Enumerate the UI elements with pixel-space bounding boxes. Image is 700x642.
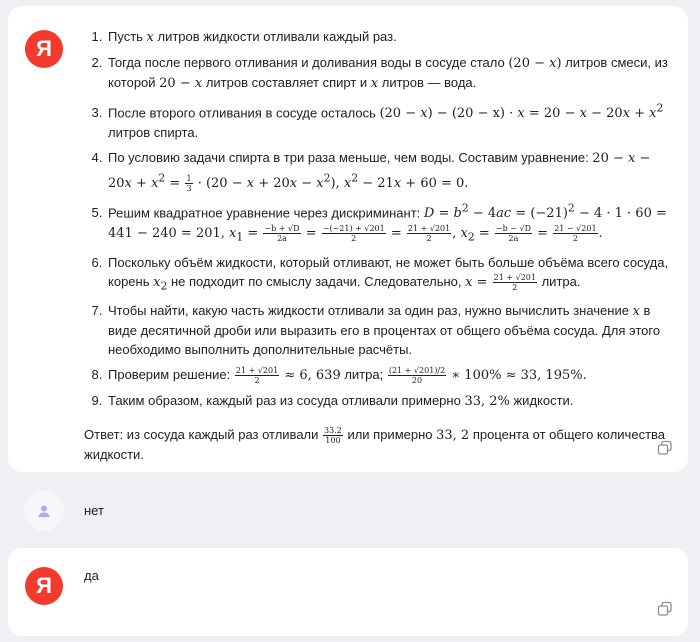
yandex-avatar-icon: Я [25,567,63,605]
list-item: 1. Пусть x литров жидкости отливали каждый раз. [106,27,674,47]
list-item: 8. Проверим решение: $\frac{21 + √201}{2}$ ≈ 6, 639 литра; $\frac{(21 + √201)/2}{20}$ ∗ 100% ≈ 33, 195%. [106,365,674,385]
list-item: 4. По условию задачи спирта в три раза меньше, чем воды. Составим уравнение: $20 - x - 20x + x^2$ = $\frac{1}{3}$ · $(20 - x + 20x - x^2)$, $x^2 - 21x + 60 = 0$. [106,148,674,192]
list-item: 5. Решим квадратное уравнение через дискриминант: $D = b^2 - 4ac = (-21)^2 - 4 \cdot 1 \cdot 60 = 441 - 240 = 201$, $x_1$ = $\frac{-b + √D}{2a}$ = $\frac{-(-21) + √201}{2}$ = $\frac{21 + √201}{2}$ , $x_2$ = $\frac{-b - √D}{2a}$ = $\frac{21 - √201}{2}$ . [106,199,674,247]
list-item: 9. Таким образом, каждый раз из сосуда отливали примерно 33, 2% жидкости. [106,391,674,411]
yandex-avatar-icon: Я [25,30,63,68]
bot-message-text: да [84,568,99,583]
copy-icon[interactable] [657,440,673,456]
list-item: 6. Поскольку объём жидкости, который отливают, не может быть больше объёма всего сосуда, корень $x_2$ не подходит по смыслу задачи. Следовательно, x = $\frac{21 + √201}{2}$ литра. [106,253,674,296]
answer-text: Ответ: из сосуда каждый раз отливали $\frac{33.2}{100}$ или примерно 33, 2 процента от общего количества жидкости. [84,426,666,463]
list-item: 7. Чтобы найти, какую часть жидкости отливали за один раз, нужно вычислить значение x в виде десятичной дроби или выразить его в процентах от общего объёма сосуда. Для этого необходимо выполнить дополнительные расчёты. [106,301,674,359]
bot-message-content [84,27,674,464]
solution-steps [84,27,674,411]
copy-icon[interactable] [657,601,673,617]
user-message-text: нет [84,503,104,518]
list-item: 3. После второго отливания в сосуде осталось $(20 - x) - (20 - x) \cdot x = 20 - x - 20x + x^2$ литров спирта. [106,99,674,142]
user-avatar-icon [24,491,64,531]
list-item: 2. Тогда после первого отливания и доливания воды в сосуде стало (20 − x) литров смеси, из которой 20 − x литров составляет спирт и x литров — вода. [106,53,674,93]
bot-message-card [8,548,688,636]
